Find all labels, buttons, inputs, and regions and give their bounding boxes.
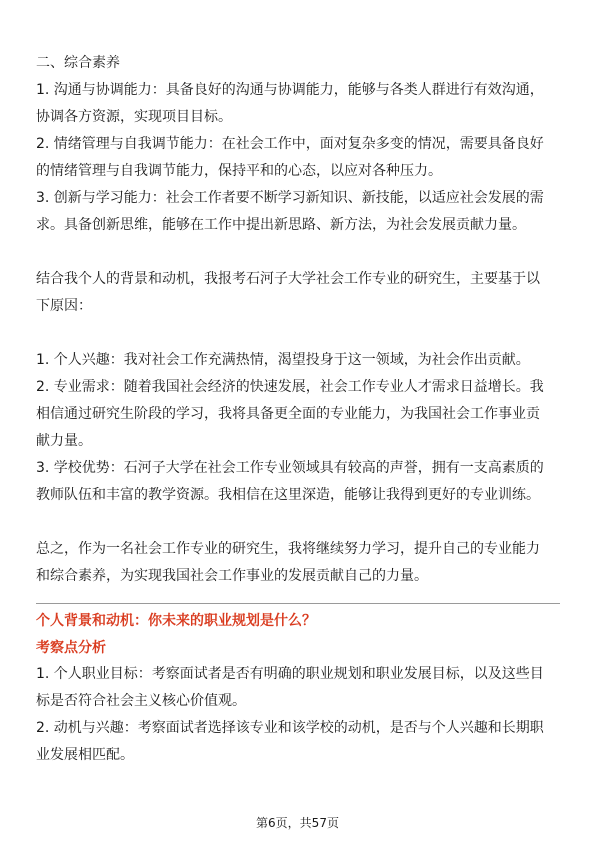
paragraph-line: 下原因： — [36, 298, 92, 314]
paragraph-line: 3. 学校优势：石河子大学在社会工作专业领域具有较高的声誉，拥有一支高素质的 — [36, 460, 544, 476]
paragraph-line: 的情绪管理与自我调节能力，保持平和的心态，以应对各种压力。 — [36, 163, 442, 179]
page-footer: 第6页，共57页 — [256, 816, 339, 830]
spacer — [36, 239, 560, 266]
paragraph-line: 求。具备创新思维，能够在工作中提出新思路、新方法，为社会发展贡献力量。 — [36, 217, 526, 233]
paragraph-line: 1. 沟通与协调能力：具备良好的沟通与协调能力，能够与各类人群进行有效沟通， — [36, 82, 544, 98]
paragraph-line: 2. 专业需求：随着我国社会经济的快速发展，社会工作专业人才需求日益增长。我 — [36, 379, 544, 395]
paragraph-line: 业发展相匹配。 — [36, 747, 134, 763]
paragraph-line: 相信通过研究生阶段的学习，我将具备更全面的专业能力，为我国社会工作事业贡 — [36, 406, 540, 422]
analysis-heading: 考察点分析 — [36, 640, 106, 656]
paragraph-line: 和综合素养，为实现我国社会工作事业的发展贡献自己的力量。 — [36, 568, 428, 584]
paragraph-line: 1. 个人兴趣：我对社会工作充满热情，渴望投身于这一领域，为社会作出贡献。 — [36, 352, 530, 368]
section-divider — [36, 603, 560, 604]
document-body — [36, 50, 560, 769]
section-heading: 二、综合素养 — [36, 55, 120, 71]
paragraph-line: 2. 动机与兴趣：考察面试者选择该专业和该学校的动机，是否与个人兴趣和长期职 — [36, 720, 544, 736]
paragraph-line: 献力量。 — [36, 433, 92, 449]
paragraph-line: 标是否符合社会主义核心价值观。 — [36, 693, 246, 709]
paragraph-line: 1. 个人职业目标：考察面试者是否有明确的职业规划和职业发展目标，以及这些目 — [36, 666, 544, 682]
spacer — [36, 320, 560, 347]
paragraph-line: 2. 情绪管理与自我调节能力：在社会工作中，面对复杂多变的情况，需要具备良好 — [36, 136, 544, 152]
paragraph-line: 教师队伍和丰富的教学资源。我相信在这里深造，能够让我得到更好的专业训练。 — [36, 487, 540, 503]
spacer — [36, 509, 560, 536]
paragraph-line: 3. 创新与学习能力：社会工作者要不断学习新知识、新技能，以适应社会发展的需 — [36, 190, 544, 206]
paragraph-line: 总之，作为一名社会工作专业的研究生，我将继续努力学习，提升自己的专业能力 — [36, 541, 540, 557]
paragraph-line: 协调各方资源，实现项目目标。 — [36, 109, 232, 125]
question-title: 个人背景和动机：你未来的职业规划是什么？ — [36, 613, 316, 629]
paragraph-line: 结合我个人的背景和动机，我报考石河子大学社会工作专业的研究生，主要基于以 — [36, 271, 540, 287]
